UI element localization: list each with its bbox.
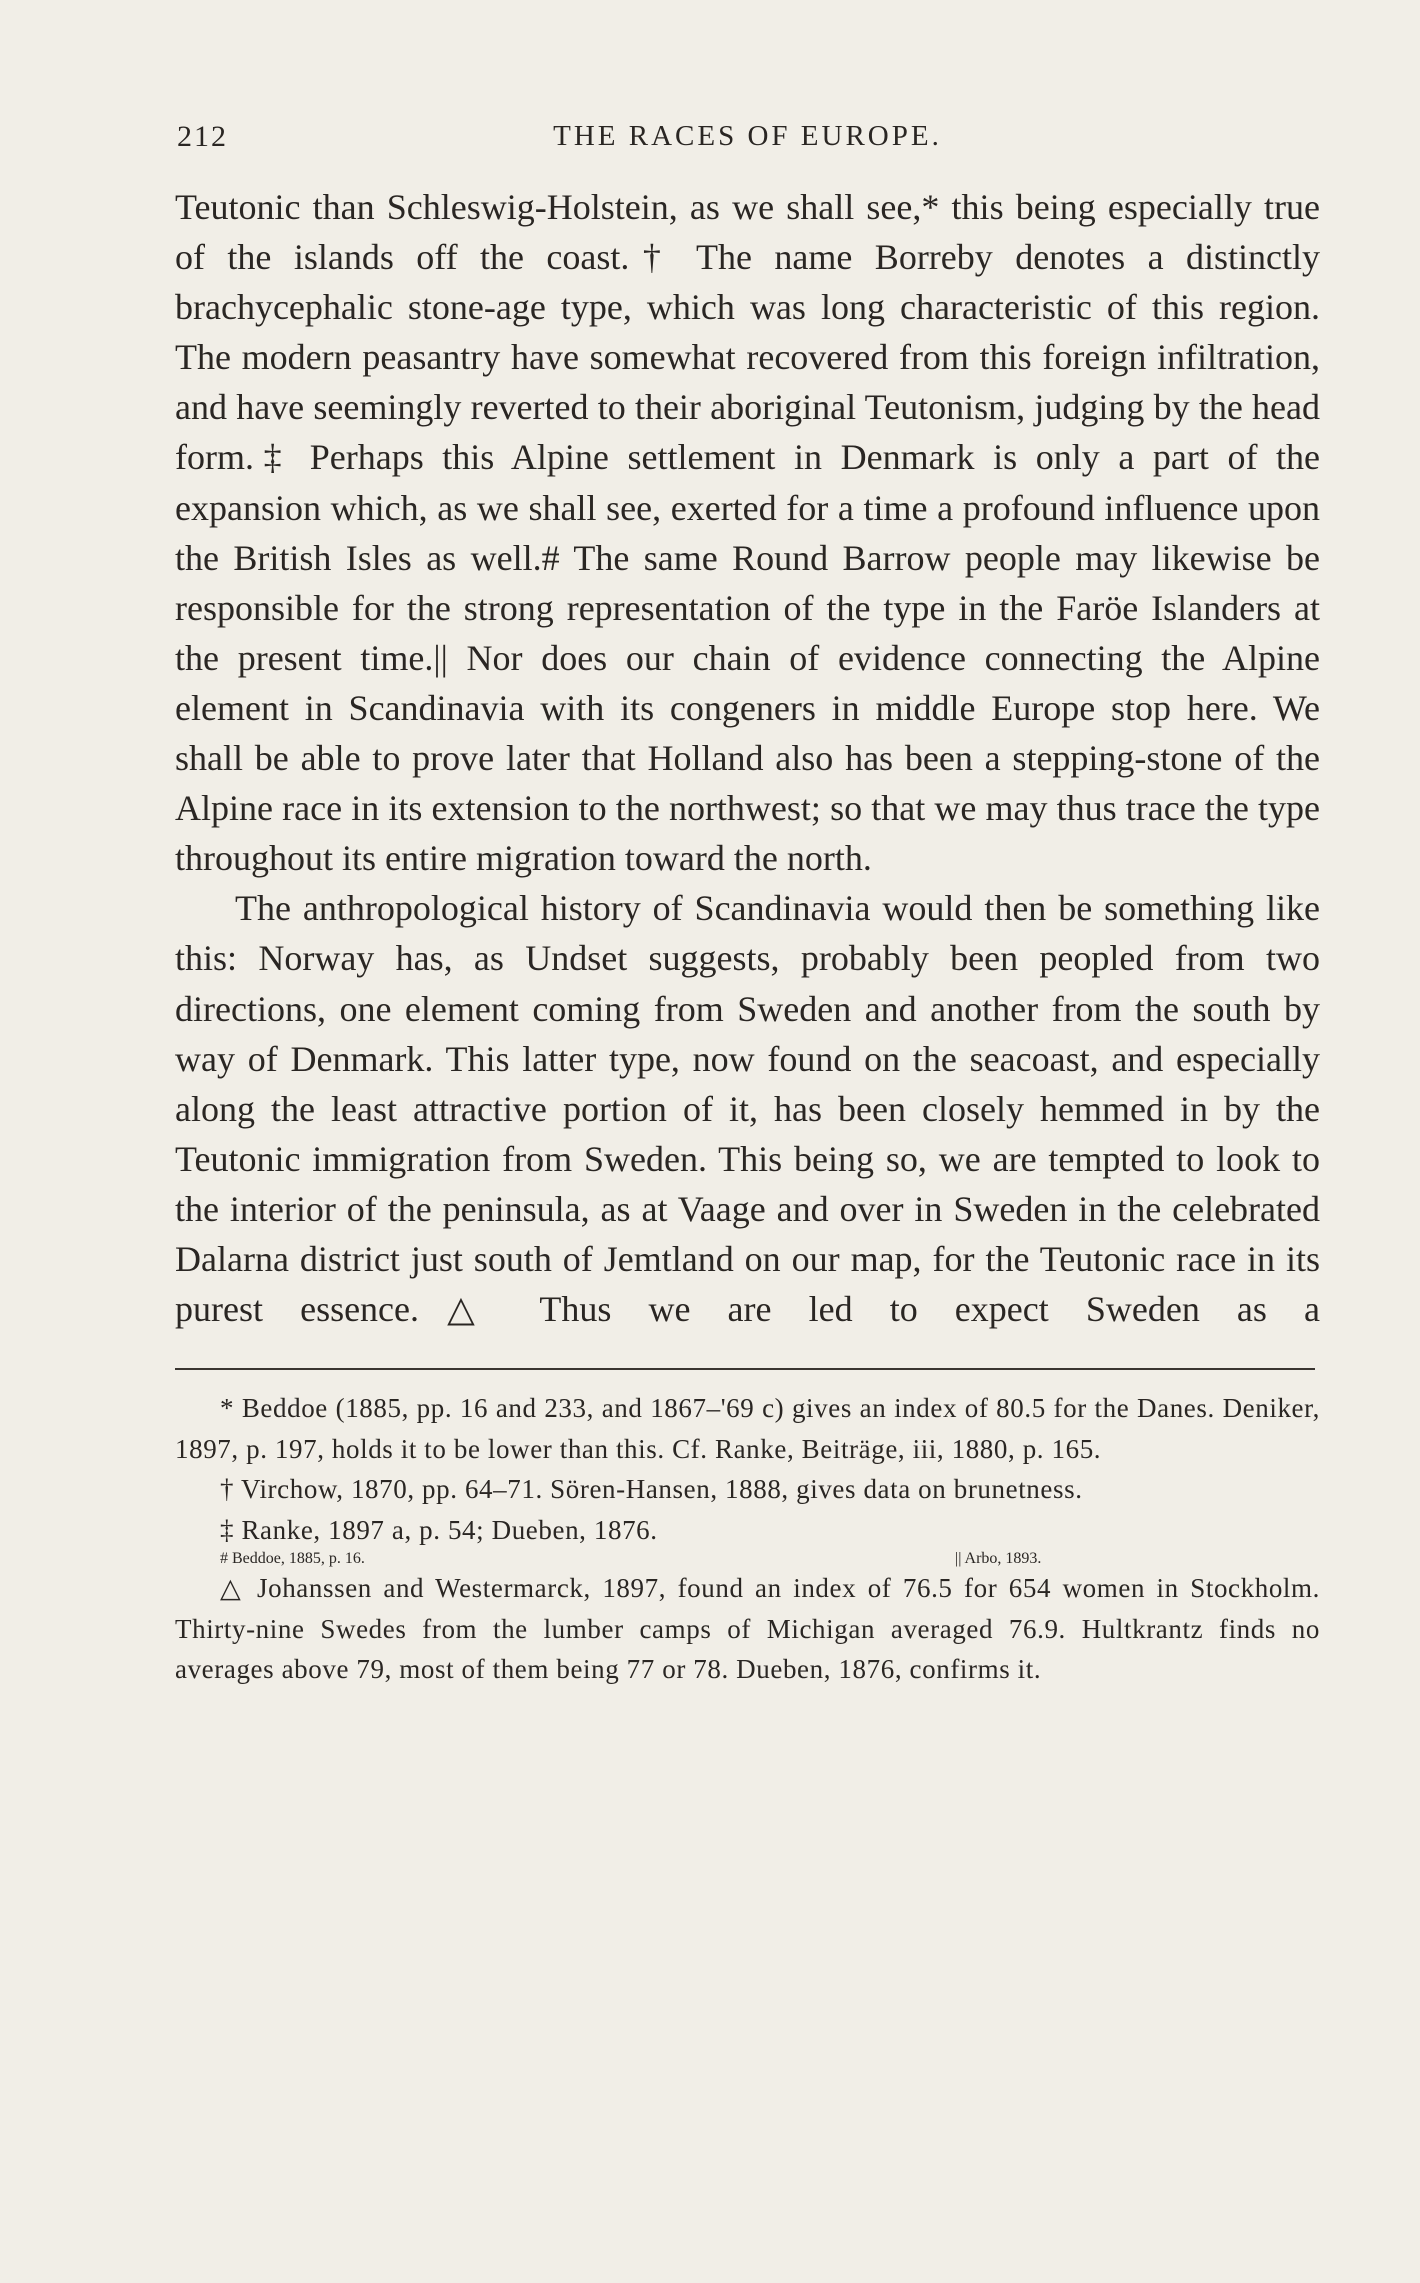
footnotes	[175, 1388, 1320, 1690]
footnote-double-dagger: ‡ Ranke, 1897 a, p. 54; Dueben, 1876.	[220, 1514, 658, 1545]
paragraph-1: Teutonic than Schleswig-Holstein, as we shall see,* this being especially true of the islands off the coast.† The name Borreby denotes a distinctly brachycephalic stone-age type, which was long characteristic of this region. The modern peasantry have somewhat recovered from this foreign infiltration, and have seemingly reverted to their aboriginal Teutonism, judging by the head form.‡ Perhaps this Alpine settlement in Denmark is only a part of the expansion which, as we shall see, exerted for a time a profound influence upon the British Isles as well.# The same Round Barrow people may likewise be responsible for the strong representation of the type in the Faröe Islanders at the present time.|| Nor does our chain of evidence connecting the Alpine element in Scandinavia with its congeners in middle Europe stop here. We shall be able to prove later that Holland also has been a stepping-stone of the Alpine race in its extension to the northwest; so that we may thus trace the type throughout its entire migration toward the north.	[175, 187, 1320, 879]
page-header	[175, 120, 1320, 170]
footnote-asterisk: * Beddoe (1885, pp. 16 and 233, and 1867–'69 c) gives an index of 80.5 for the Danes. Deniker, 1897, p. 197, holds it to be lower than this. Cf. Ranke, Beiträge, iii, 1880, p. 165.	[175, 1393, 1320, 1464]
footnote-divider	[175, 1368, 1315, 1370]
paragraph-2: The anthropological history of Scandinavia would then be something like this: Norway has, as Undset suggests, probably been peopled from two directions, one element coming from Sweden and another from the south by way of Denmark. This latter type, now found on the seacoast, and especially along the least attractive portion of it, has been closely hemmed in by the Teutonic immigration from Sweden. This being so, we are tempted to look to the interior of the peninsula, as at Vaage and over in Sweden in the celebrated Dalarna district just south of Jemtland on our map, for the Teutonic race in its purest essence.△ Thus we are led to expect Sweden as a	[175, 888, 1320, 1330]
book-page	[175, 120, 1320, 1690]
footnote-parallel: || Arbo, 1893.	[955, 1550, 1042, 1568]
page-number: 212	[177, 120, 228, 153]
running-title: THE RACES OF EUROPE.	[553, 120, 942, 152]
footnote-row-combined	[175, 1550, 1320, 1568]
footnote-hash: # Beddoe, 1885, p. 16.	[220, 1550, 365, 1568]
footnote-triangle: △ Johanssen and Westermarck, 1897, found an index of 76.5 for 654 women in Stockholm. Thirty-nine Swedes from the lumber camps of Michigan averaged 76.9. Hultkrantz finds no averages above 79, most of them being 77 or 78. Dueben, 1876, confirms it.	[175, 1573, 1320, 1685]
footnote-dagger: † Virchow, 1870, pp. 64–71. Sören-Hansen, 1888, gives data on brunetness.	[220, 1474, 1083, 1505]
body-text	[175, 182, 1320, 1334]
